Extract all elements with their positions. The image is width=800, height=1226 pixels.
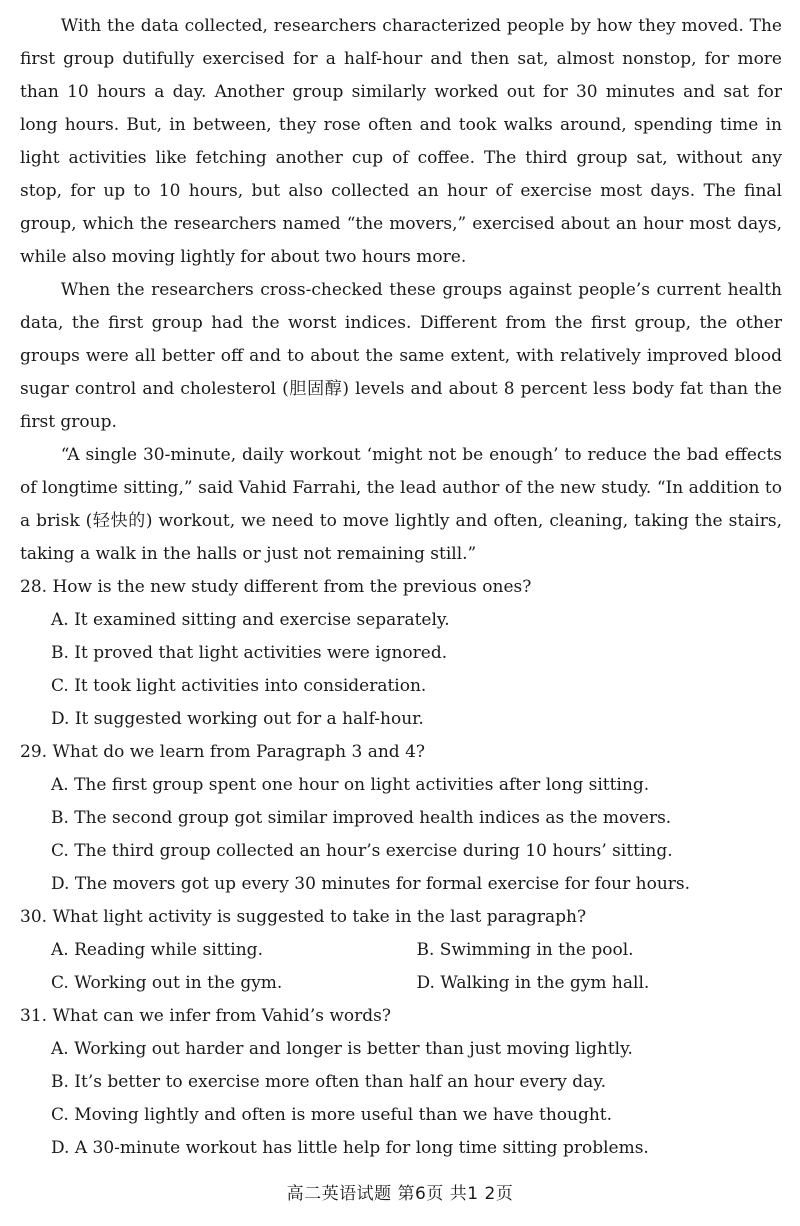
question-stem: 31. What can we infer from Vahid’s words?	[20, 1006, 391, 1026]
option-c: C. It took light activities into consideration.	[51, 676, 427, 696]
option-c: C. The third group collected an hour’s exercise during 10 hours’ sitting.	[51, 841, 673, 861]
option-c: C. Working out in the gym.	[51, 973, 283, 993]
option-row	[20, 934, 782, 967]
question-stem: 30. What light activity is suggested to take in the last paragraph?	[20, 907, 587, 927]
passage-paragraph: When the researchers cross-checked these groups against people’s current health data, the first group had the worst indices. Different from the first group, the other groups were all better off and to about the same extent, with relatively improved blood sugar control and cholesterol (胆固醇) levels and about 8 percent less body fat than the first group.	[20, 280, 782, 432]
option-d: D. A 30-minute workout has little help for long time sitting problems.	[51, 1138, 649, 1158]
question-28	[20, 571, 782, 736]
option-a: A. Reading while sitting.	[51, 940, 263, 960]
option-row	[20, 967, 782, 1000]
passage-paragraph: With the data collected, researchers characterized people by how they moved. The first group dutifully exercised for a half-hour and then sat, almost nonstop, for more than 10 hours a day. Another group similarly worked out for 30 minutes and sat for long hours. But, in between, they rose often and took walks around, spending time in light activities like fetching another cup of coffee. The third group sat, without any stop, for up to 10 hours, but also collected an hour of exercise most days. The final group, which the researchers named “the movers,” exercised about an hour most days, while also moving lightly for about two hours more.	[20, 16, 782, 267]
question-29	[20, 736, 782, 901]
option-a: A. The first group spent one hour on light activities after long sitting.	[51, 775, 650, 795]
option-d: D. It suggested working out for a half-hour.	[51, 709, 424, 729]
question-31	[20, 1000, 782, 1165]
question-stem: 28. How is the new study different from the previous ones?	[20, 577, 532, 597]
option-b: B. The second group got similar improved health indices as the movers.	[51, 808, 672, 828]
option-d: D. The movers got up every 30 minutes for formal exercise for four hours.	[51, 874, 691, 894]
question-30	[20, 901, 782, 1000]
option-b: B. It’s better to exercise more often than half an hour every day.	[51, 1072, 607, 1092]
option-a: A. It examined sitting and exercise separately.	[51, 610, 450, 630]
page-footer: 高二英语试题 第6页 共1 2页	[286, 1184, 514, 1204]
option-b: B. Swimming in the pool.	[416, 940, 634, 960]
question-stem: 29. What do we learn from Paragraph 3 and 4?	[20, 742, 426, 762]
option-a: A. Working out harder and longer is better than just moving lightly.	[51, 1039, 633, 1059]
passage-paragraph: “A single 30-minute, daily workout ‘might not be enough’ to reduce the bad effects of longtime sitting,” said Vahid Farrahi, the lead author of the new study. “In addition to a brisk (轻快的) workout, we need to move lightly and often, cleaning, taking the stairs, taking a walk in the halls or just not remaining still.”	[20, 445, 782, 564]
option-b: B. It proved that light activities were ignored.	[51, 643, 448, 663]
option-d: D. Walking in the gym hall.	[416, 973, 650, 993]
option-c: C. Moving lightly and often is more useful than we have thought.	[51, 1105, 613, 1125]
reading-passage	[20, 10, 782, 571]
